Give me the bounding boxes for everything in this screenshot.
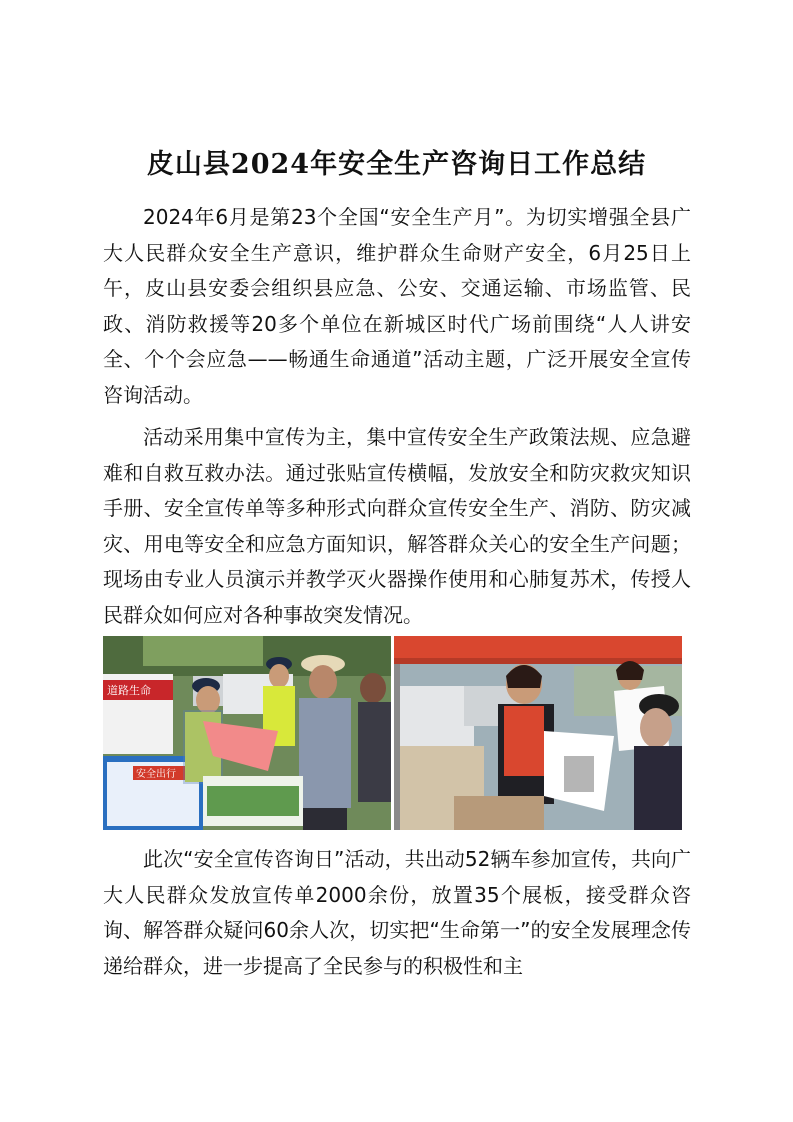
page-title: 皮山县2024年安全生产咨询日工作总结	[146, 149, 647, 180]
paragraph-2: 活动采用集中宣传为主，集中宣传安全生产政策法规、应急避难和自救互救办法。通过张贴宣传横幅，发放安全和防灾救灾知识手册、安全宣传单等多种形式向群众宣传安全生产、消防、防灾减灾、用电等安全和应急方面知识，解答群众关心的安全生产问题；现场由专业人员演示并教学灭火器操作使用和心肺复苏术，传授人民群众如何应对各种事故突发情况。	[103, 425, 691, 627]
banner-text: 道路生命	[107, 684, 151, 697]
sign-text: 安全出行	[136, 769, 176, 780]
paragraph-3: 此次“安全宣传咨询日”活动，共出动52辆车参加宣传，共向广大人民群众发放宣传单2000余份，放置35个展板，接受群众咨询、解答群众疑问60余人次，切实把“生命第一”的安全发展理念传递给群众，进一步提高了全民参与的积极性和主	[103, 847, 691, 978]
paragraph-1: 2024年6月是第23个全国“安全生产月”。为切实增强全县广大人民群众安全生产意识，维护群众生命财产安全，6月25日上午，皮山县安委会组织县应急、公安、交通运输、市场监管、民政、消防救援等20多个单位在新城区时代广场前围绕“人人讲安全、个个会应急——畅通生命通道”活动主题，广泛开展安全宣传咨询活动。	[103, 205, 691, 407]
photo-volunteers-handing-leaflets	[394, 636, 682, 830]
photo-officers-explaining	[103, 636, 391, 830]
